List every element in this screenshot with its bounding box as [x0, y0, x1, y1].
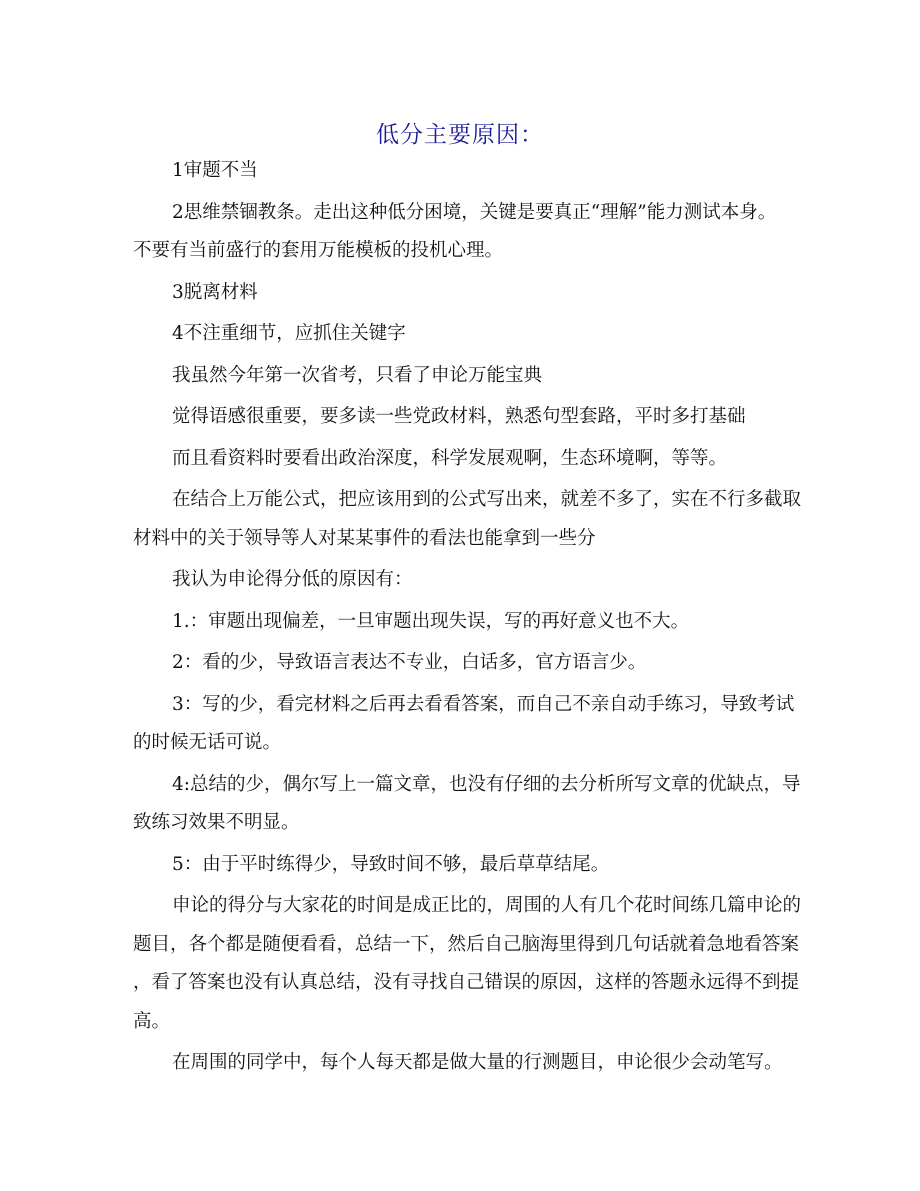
paragraph-line: ，看了答案也没有认真总结，没有寻找自己错误的原因，这样的答题永远得不到提	[133, 972, 800, 993]
paragraph-line: 材料中的关于领导等人对某某事件的看法也能拿到一些分	[133, 527, 596, 549]
paragraph	[133, 274, 793, 313]
paragraph	[133, 644, 793, 683]
paragraph	[133, 887, 802, 1041]
paragraph-line: 不要有当前盛行的套用万能模板的投机心理。	[133, 240, 504, 261]
paragraph-line: 1审题不当	[172, 160, 258, 181]
paragraph	[133, 357, 793, 396]
paragraph-line: 3：写的少，看完材料之后再去看看答案，而自己不亲自动手练习，导致考试	[172, 693, 795, 715]
paragraph-line: 我虽然今年第一次省考，只看了申论万能宝典	[172, 364, 543, 386]
paragraph-line: 5：由于平时练得少，导致时间不够，最后草草结尾。	[172, 853, 610, 875]
paragraph	[133, 1044, 793, 1083]
paragraph-line: 题目，各个都是随便看看，总结一下，然后自己脑海里得到几句话就着急地看答案	[133, 933, 800, 955]
paragraph-line: 而且看资料时要看出政治深度，科学发展观啊，生态环境啊，等等。	[172, 447, 728, 469]
document-body	[133, 152, 802, 1086]
paragraph	[133, 152, 793, 191]
paragraph-line: 高。	[133, 1010, 171, 1032]
paragraph-line: 致练习效果不明显。	[133, 812, 300, 833]
paragraph	[133, 315, 793, 354]
paragraph-line: 在周围的同学中，每个人每天都是做大量的行测题目，申论很少会动笔写。	[172, 1052, 783, 1073]
paragraph	[133, 440, 793, 479]
paragraph	[133, 603, 793, 642]
paragraph-line: 3脱离材料	[172, 281, 258, 303]
paragraph-line: 的时候无话可说。	[133, 732, 282, 753]
paragraph-line: 觉得语感很重要，要多读一些党政材料，熟悉句型套路，平时多打基础	[172, 406, 746, 427]
paragraph	[133, 561, 793, 600]
paragraph	[133, 481, 802, 558]
paragraph-line: 4:总结的少，偶尔写上一篇文章，也没有仔细的去分析所写文章的优缺点，导	[172, 773, 801, 795]
paragraph-line: 我认为申论得分低的原因有：	[172, 569, 413, 590]
document-title: 低分主要原因：	[376, 122, 544, 148]
paragraph-line: 2思维禁锢教条。走出这种低分困境，关键是要真正“理解”能力测试本身。	[172, 201, 777, 223]
paragraph-line: 1.：审题出现偏差，一旦审题出现失误，写的再好意义也不大。	[172, 610, 690, 632]
paragraph	[133, 766, 801, 843]
paragraph-line: 2：看的少，导致语言表达不专业，白话多，官方语言少。	[172, 652, 647, 673]
paragraph-line: 4不注重细节，应抓住关键字	[172, 323, 406, 344]
paragraph	[133, 686, 793, 763]
paragraph	[133, 194, 793, 271]
paragraph	[133, 846, 793, 885]
paragraph-line: 申论的得分与大家花的时间是成正比的，周围的人有几个花时间练几篇申论的	[172, 895, 802, 916]
paragraph-line: 在结合上万能公式，把应该用到的公式写出来，就差不多了，实在不行多截取	[172, 489, 802, 510]
paragraph	[133, 398, 793, 437]
